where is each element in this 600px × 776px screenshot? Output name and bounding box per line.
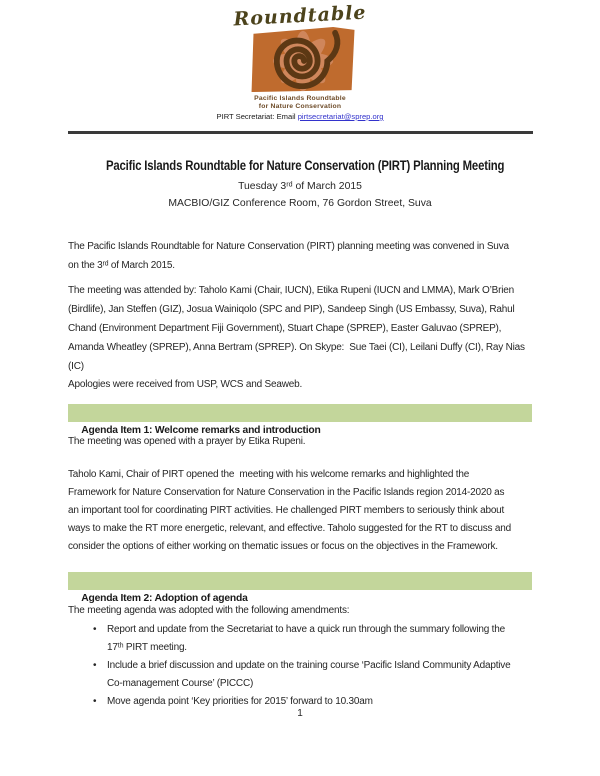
text-line: Framework for Nature Conservation for Nature Conservation in the Pacific Islands region 2014-2020 as [68, 487, 505, 498]
agenda-item-1-heading [68, 404, 532, 436]
text-line: consider the options of either working on thematic issues or focus on the objectives in the Framework. [68, 541, 498, 552]
paragraph-convened [68, 237, 548, 275]
secretariat-label: PIRT Secretariat: Email [216, 112, 298, 121]
agenda-item-1-heading-text: Agenda Item 1: Welcome remarks and introduction [81, 425, 321, 436]
text-line: Report and update from the Secretariat to have a quick run through the summary following the [107, 624, 505, 635]
list-item-text [107, 657, 548, 693]
paragraph-amendments-intro [68, 601, 548, 620]
text-line: Chand (Environment Department Fiji Government), Stuart Chape (SPREP), Easter Galuvao (SPREP), [68, 323, 502, 334]
bullet-icon: • [93, 624, 97, 635]
list-item [68, 657, 548, 693]
text-line: (IC) [68, 361, 84, 372]
meeting-date: Tuesday 3ʳᵈ of March 2015 [238, 181, 362, 192]
text-line: Taholo Kami, Chair of PIRT opened the meeting with his welcome remarks and highlighted the [68, 469, 470, 480]
meeting-venue: MACBIO/GIZ Conference Room, 76 Gordon Street, Suva [168, 198, 432, 209]
text-line: ways to make the RT more energetic, relevant, and effective. Taholo suggested for the RT to discuss and [68, 523, 511, 534]
secretariat-email-link[interactable]: pirtsecretariat@sprep.org [297, 112, 384, 121]
bullet-icon: • [93, 660, 97, 671]
text-line: The meeting was attended by: Taholo Kami (Chair, IUCN), Etika Rupeni (IUCN and LMMA), Mark O’Brien [68, 285, 514, 296]
text-line: on the 3ʳᵈ of March 2015. [68, 260, 175, 271]
text-line: Include a brief discussion and update on the training course ‘Pacific Island Community Adaptive [107, 660, 511, 671]
page-number: 1 [297, 708, 303, 719]
text-line: Co-management Course’ (PICCC) [107, 678, 254, 689]
logo-caption-line1: Pacific Islands Roundtable [254, 95, 346, 102]
paragraph-taholo-remarks [68, 466, 548, 556]
text-line: 17ᵗʰ PIRT meeting. [107, 642, 187, 653]
header-rule [68, 131, 533, 134]
text-line: The meeting was opened with a prayer by Etika Rupeni. [68, 436, 306, 447]
text-line: Apologies were received from USP, WCS and Seaweb. [68, 379, 303, 390]
bullet-icon: • [93, 696, 97, 707]
text-line: The meeting agenda was adopted with the following amendments: [68, 605, 350, 616]
text-line: Amanda Wheatley (SPREP), Anna Bertram (SPREP). On Skype: Sue Taei (CI), Leilani Duffy (CI), Ray Nias [68, 342, 525, 353]
secretariat-line [0, 112, 600, 121]
text-line: The Pacific Islands Roundtable for Nature Conservation (PIRT) planning meeting was convened in Suva [68, 241, 509, 252]
list-item [68, 621, 548, 657]
text-line: Move agenda point ‘Key priorities for 2015’ forward to 10.30am [107, 696, 373, 707]
logo-caption-line2: for Nature Conservation [258, 103, 342, 110]
text-line: an important tool for coordinating PIRT activities. He challenged PIRT members to seriously think about [68, 505, 505, 516]
agenda-item-2-heading [68, 572, 532, 604]
text-line: (Birdlife), Jan Steffen (GIZ), Josua Wainiqolo (SPC and PIP), Sandeep Singh (US Embassy, Suva), Rahul [68, 304, 515, 315]
paragraph-attendees [68, 281, 548, 376]
amendments-list [68, 621, 548, 711]
paragraph-apologies [68, 375, 548, 394]
document-title-text: Pacific Islands Roundtable for Nature Conservation (PIRT) Planning Meeting [105, 158, 505, 173]
agenda-item-2-heading-text: Agenda Item 2: Adoption of agenda [81, 593, 248, 604]
paragraph-prayer [68, 432, 548, 451]
logo-script-text: Roundtable [232, 1, 368, 31]
document-title [68, 157, 532, 175]
roundtable-spiral-logo-icon [249, 26, 359, 94]
list-item-text [107, 621, 548, 657]
